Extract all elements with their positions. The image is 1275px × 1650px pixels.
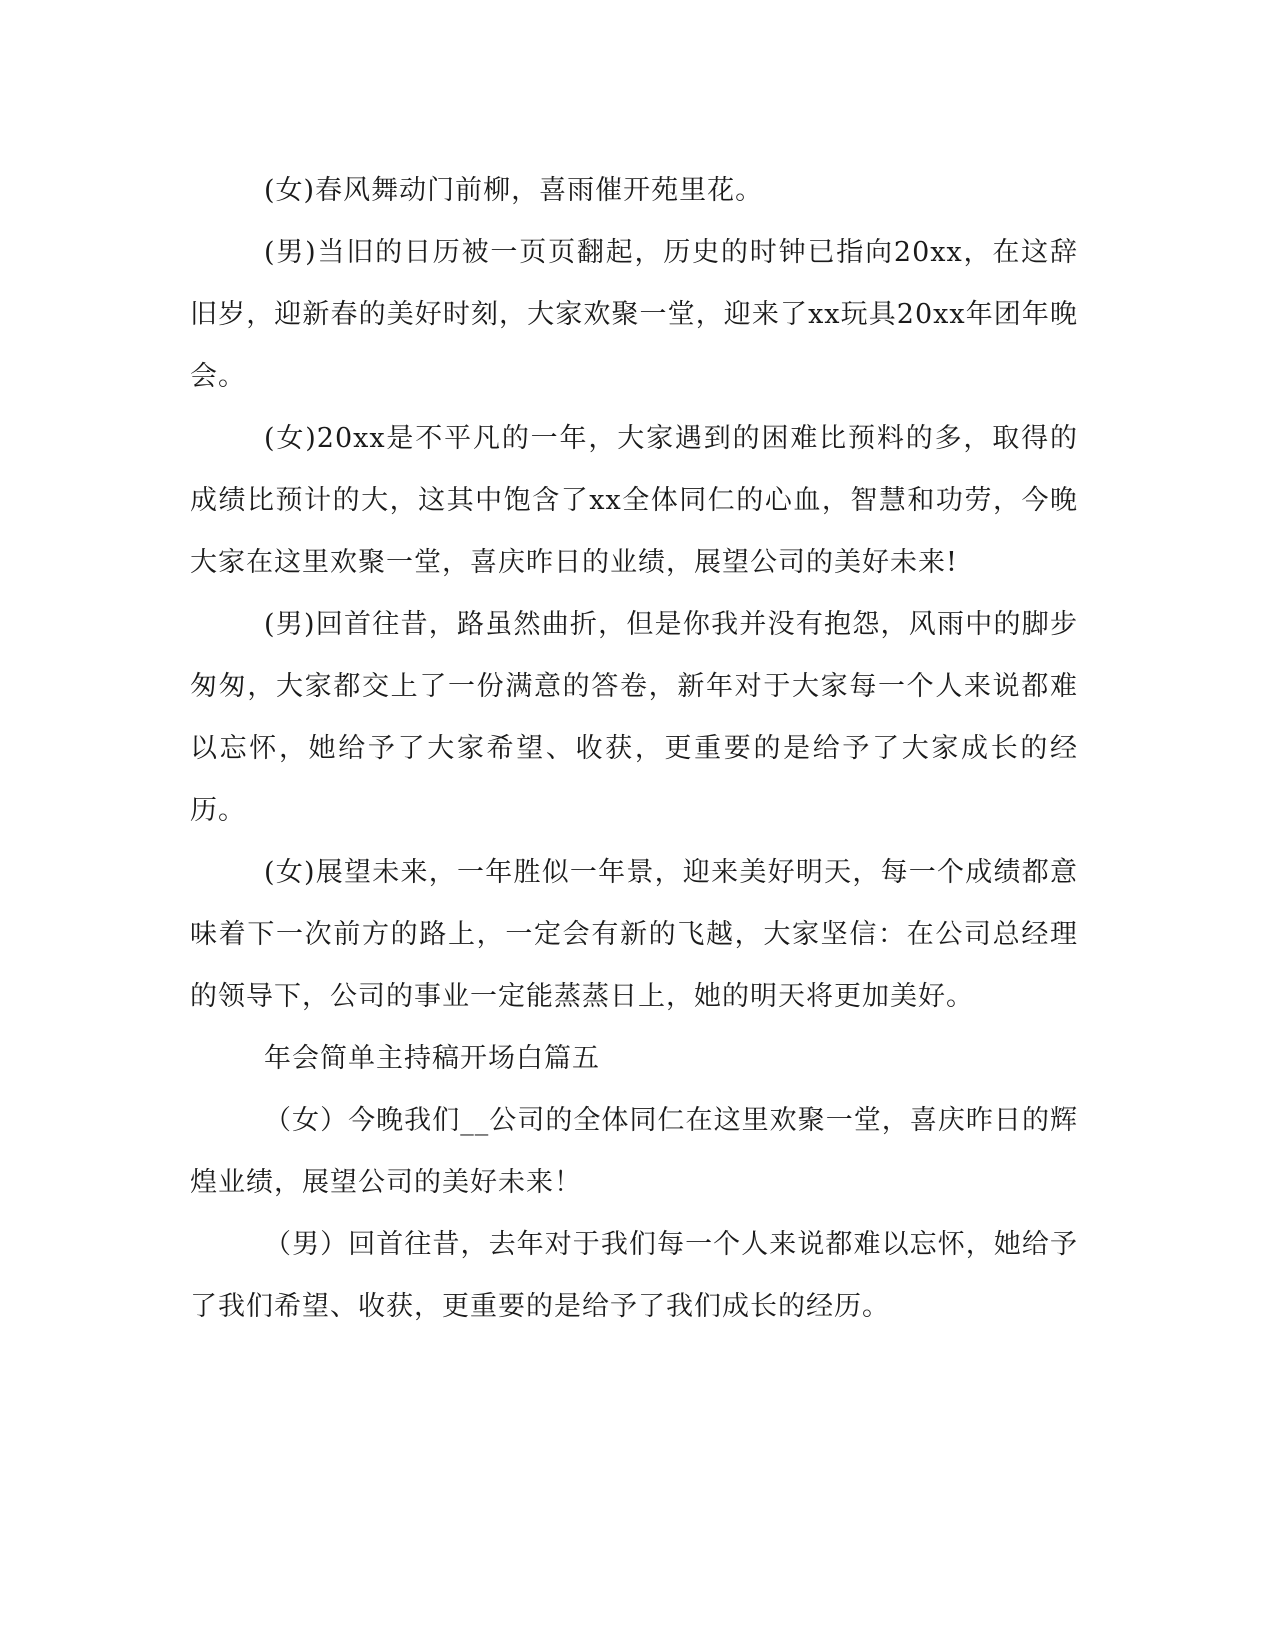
paragraph-3: (女)20xx是不平凡的一年，大家遇到的困难比预料的多，取得的成绩比预计的大，这其中饱含了xx全体同仁的心血，智慧和功劳，今晚大家在这里欢聚一堂，喜庆昨日的业绩，展望公司的美好未来! <box>190 423 1078 578</box>
paragraph-2: (男)当旧的日历被一页页翻起，历史的时钟已指向20xx，在这辞旧岁，迎新春的美好时刻，大家欢聚一堂，迎来了xx玩具20xx年团年晚会。 <box>190 237 1078 392</box>
section-heading: 年会简单主持稿开场白篇五 <box>264 1043 600 1074</box>
paragraph-5: (女)展望未来，一年胜似一年景，迎来美好明天，每一个成绩都意味着下一次前方的路上，一定会有新的飞越，大家坚信：在公司总经理的领导下，公司的事业一定能蒸蒸日上，她的明天将更加美好。 <box>190 857 1078 1012</box>
paragraph-7: （男）回首往昔，去年对于我们每一个人来说都难以忘怀，她给予了我们希望、收获，更重要的是给予了我们成长的经历。 <box>190 1229 1078 1322</box>
paragraph-4: (男)回首往昔，路虽然曲折，但是你我并没有抱怨，风雨中的脚步匆匆，大家都交上了一份满意的答卷，新年对于大家每一个人来说都难以忘怀，她给予了大家希望、收获，更重要的是给予了大家成长的经历。 <box>190 609 1078 826</box>
paragraph-6: （女）今晚我们__公司的全体同仁在这里欢聚一堂，喜庆昨日的辉煌业绩，展望公司的美好未来！ <box>190 1105 1078 1198</box>
document-body <box>190 160 1078 1338</box>
paragraph-1: (女)春风舞动门前柳，喜雨催开苑里花。 <box>264 175 764 206</box>
